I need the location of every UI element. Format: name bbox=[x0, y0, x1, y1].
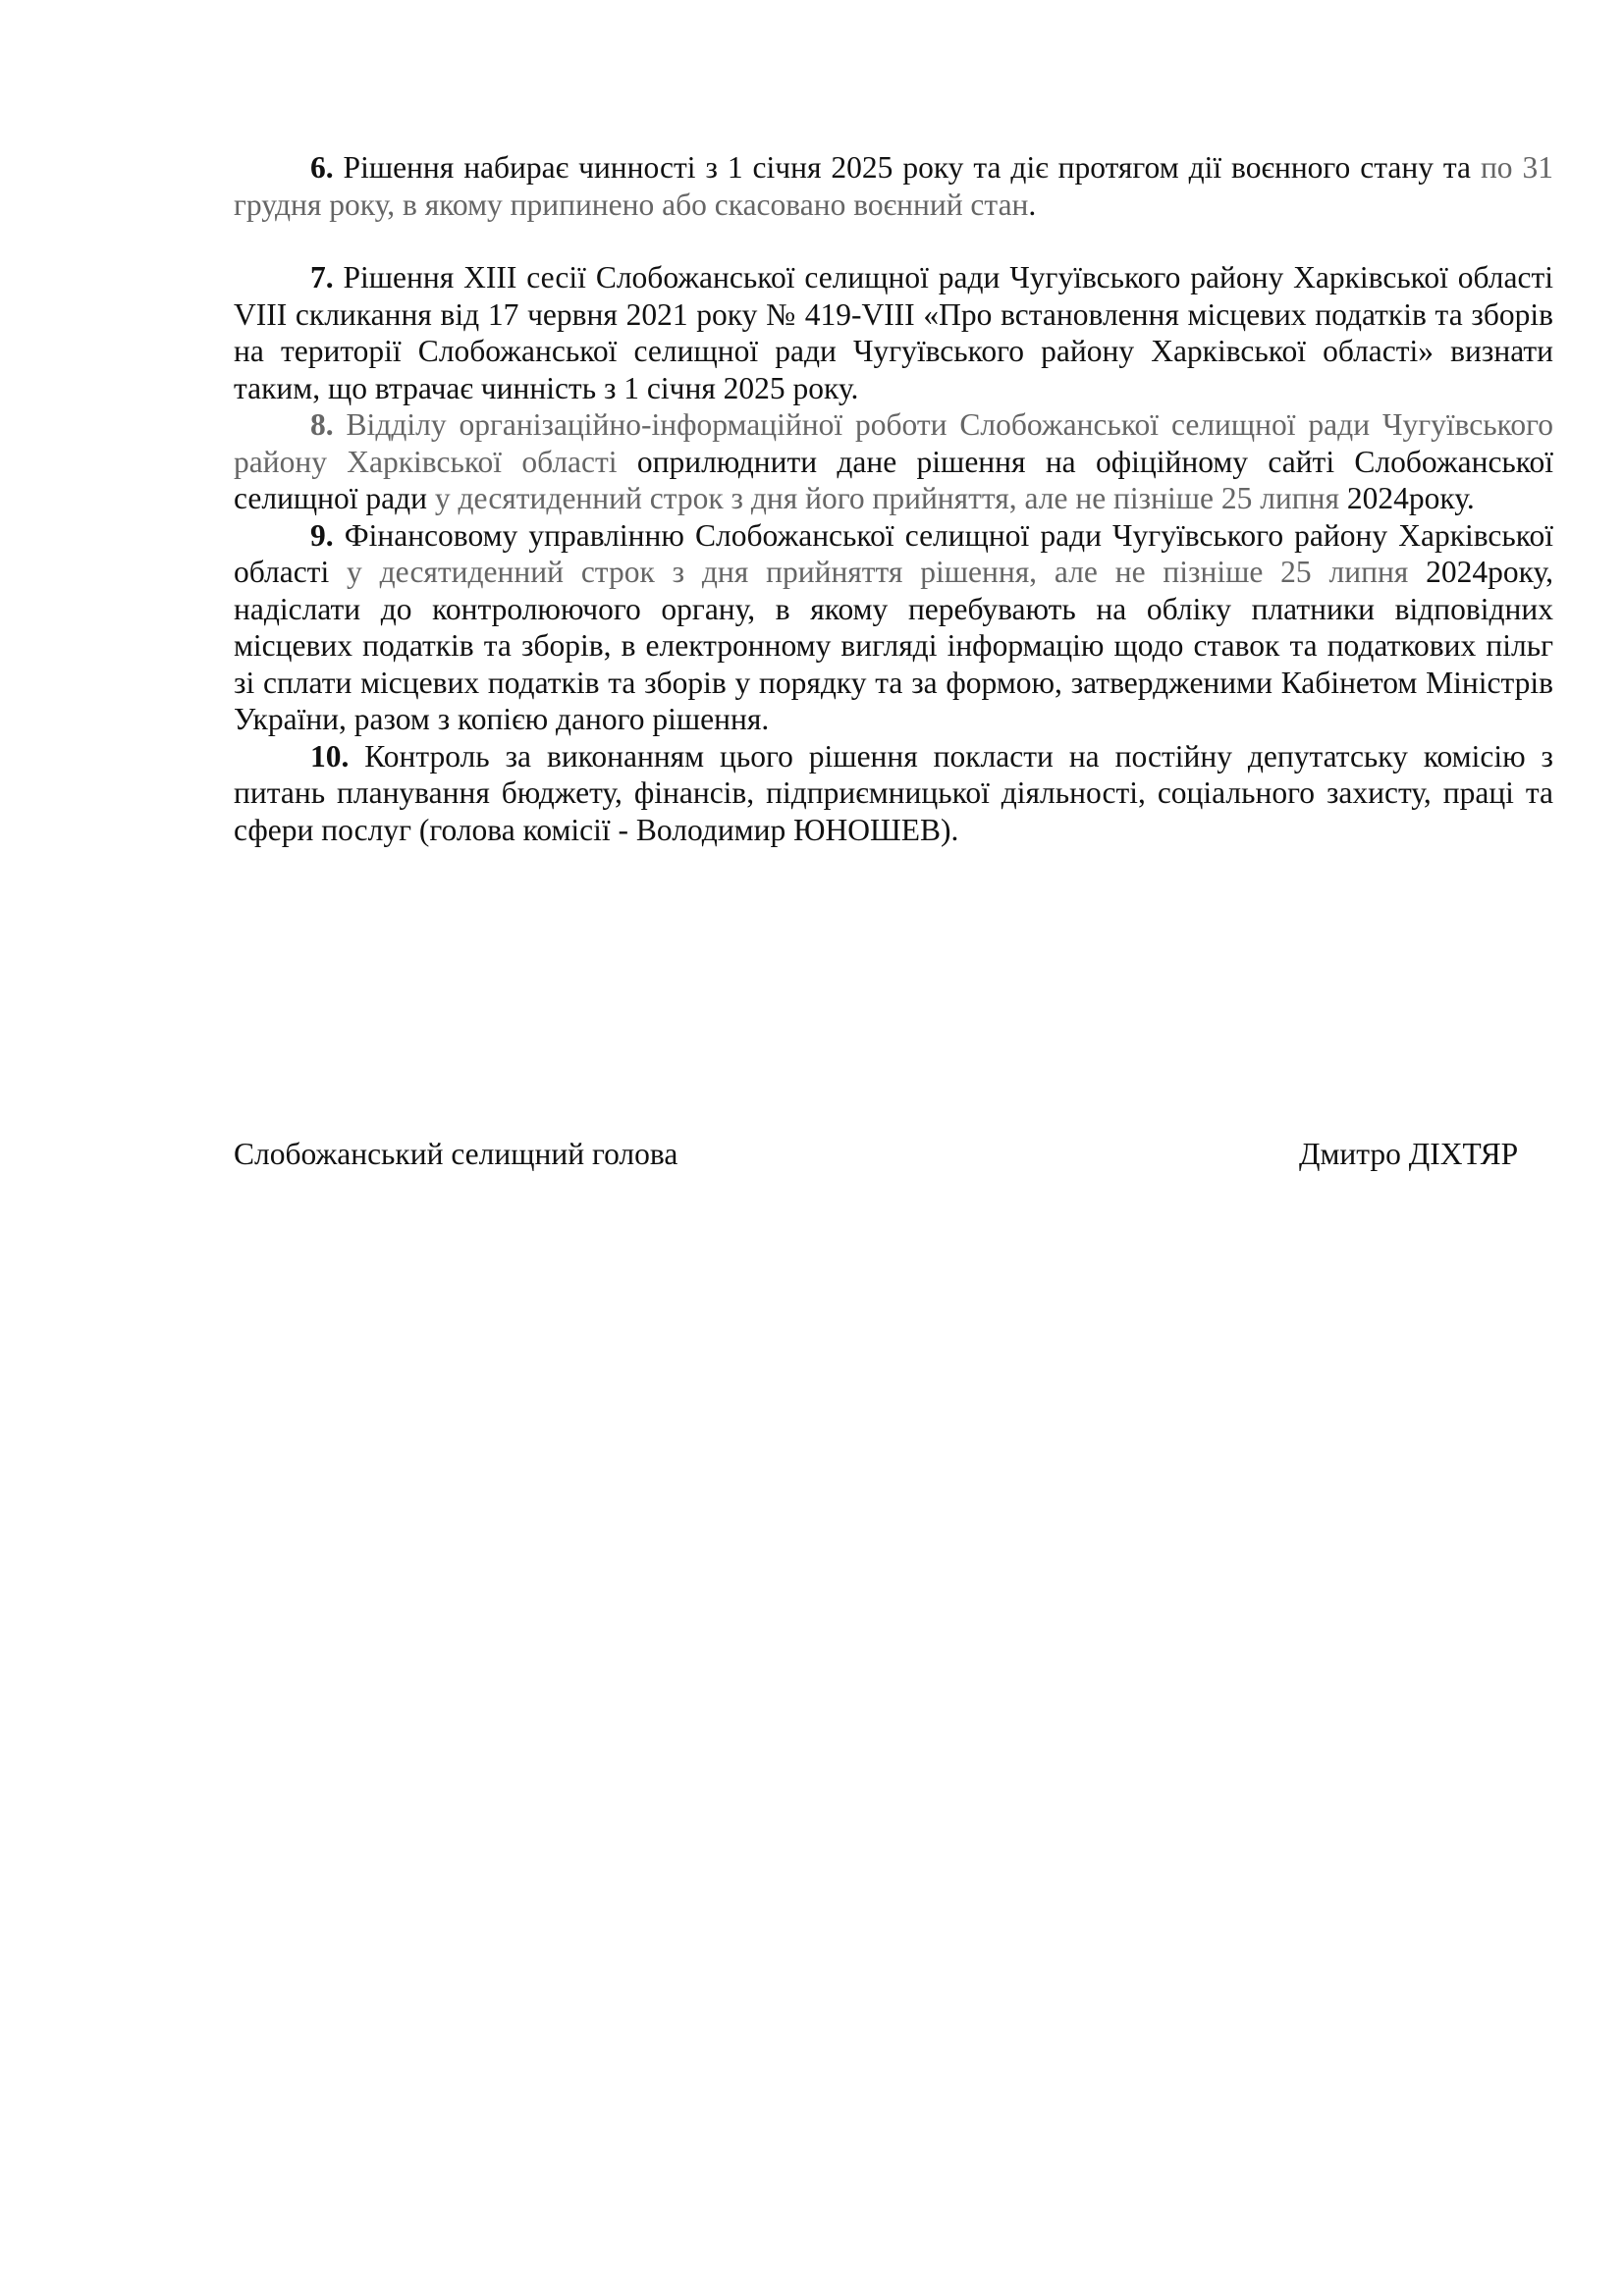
paragraph-text-gray: Відділу організаційно-інформаційної роботи Слобожанської селищної ради Чугуївського району Харківської області bbox=[234, 407, 1553, 479]
paragraph-text: Рішення набирає чинності з 1 січня 2025 року та діє протягом дії воєнного стану та bbox=[333, 150, 1481, 185]
paragraph-text-gray: по 31 грудня року, в якому припинено або скасовано воєнний стан bbox=[234, 150, 1553, 222]
paragraph-number: 8. bbox=[310, 407, 334, 442]
document-body bbox=[234, 149, 1553, 848]
paragraph-number: 6. bbox=[310, 150, 334, 185]
paragraph-text: . bbox=[1028, 187, 1037, 222]
paragraph-6 bbox=[234, 149, 1553, 223]
paragraph-number: 9. bbox=[310, 517, 334, 553]
paragraph-text: Контроль за виконанням цього рішення покласти на постійну депутатську комісію з питань планування бюджету, фінансів, підприємницької діяльності, соціального захисту, праці та сфери послуг (голова комісії - Володимир ЮНОШЕВ). bbox=[234, 738, 1553, 847]
paragraph-number: 10. bbox=[310, 738, 350, 774]
paragraph-text-gray: у десятиденний строк з дня прийняття рішення, але не пізніше 25 липня bbox=[347, 555, 1427, 589]
paragraph-10 bbox=[234, 738, 1553, 849]
paragraph-text: оприлюднити дане рішення на офіційному сайті Слобожанської селищної ради bbox=[234, 444, 1554, 515]
paragraph-text-gray: у десятиденний строк з дня його прийняття, але не пізніше 25 липня bbox=[434, 481, 1347, 515]
paragraph-text: 2024року, надіслати до контролюючого органу, в якому перебувають на обліку платники відповідних місцевих податків та зборів, в електронному вигляді інформацію щодо ставок та податкових пільг зі сплати місцевих податків та зборів у порядку та за формою, затвердженими Кабінетом Міністрів України, разом з копією даного рішення. bbox=[234, 555, 1553, 736]
signature-title: Слобожанський селищний голова bbox=[234, 1137, 678, 1171]
paragraph-9 bbox=[234, 517, 1553, 738]
paragraph-text: Фінансовому управлінню Слобожанської селищної ради Чугуївського району Харківської області bbox=[234, 517, 1553, 589]
paragraph-text: Рішення XIII сесії Слобожанської селищної ради Чугуївського району Харківської області VIII скликання від 17 червня 2021 року № 419-VIII «Про встановлення місцевих податків та зборів на території Слобожанської селищної ради Чугуївського району Харківської області» визнати таким, що втрачає чинність з 1 січня 2025 року. bbox=[234, 260, 1553, 405]
signature-name: Дмитро ДІХТЯР bbox=[1299, 1137, 1519, 1171]
paragraph-number: 7. bbox=[310, 260, 334, 294]
paragraph-7 bbox=[234, 259, 1553, 406]
paragraph-8 bbox=[234, 406, 1553, 517]
paragraph-text: 2024року. bbox=[1346, 481, 1475, 515]
